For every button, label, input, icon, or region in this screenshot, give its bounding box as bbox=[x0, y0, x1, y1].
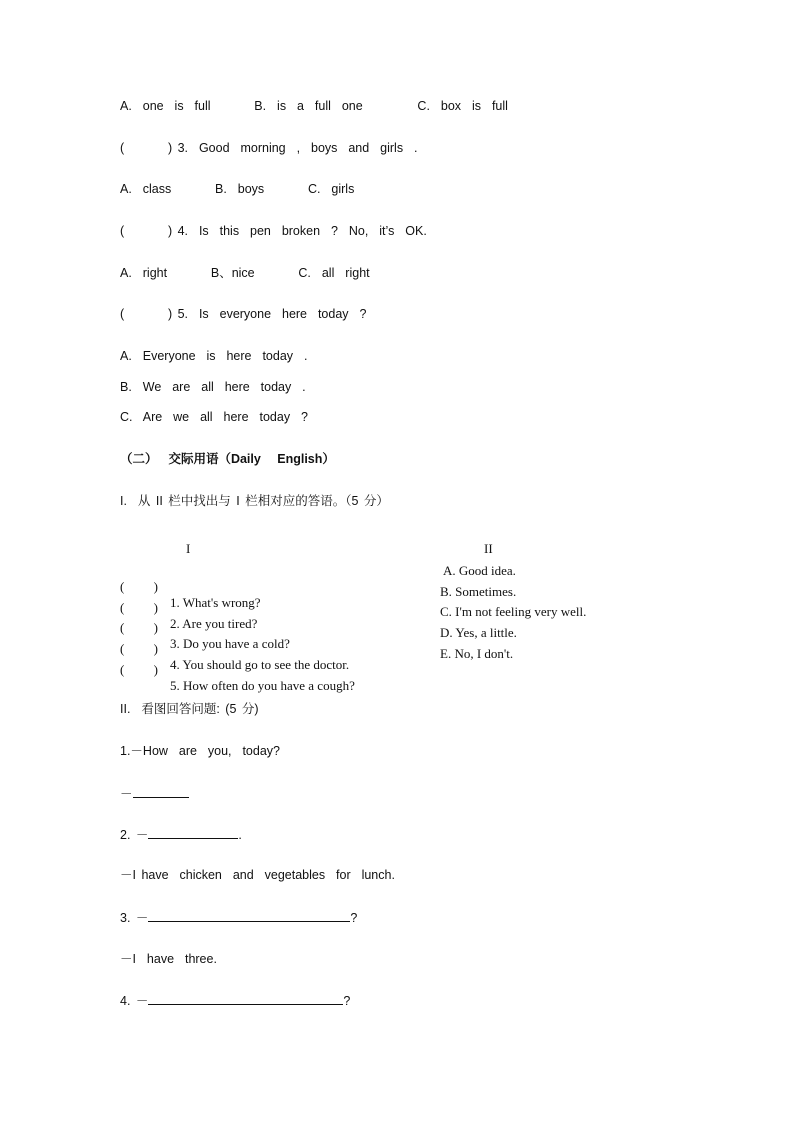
q5-option-a: A. Everyone is here today . bbox=[120, 349, 308, 363]
q3-end: ? bbox=[350, 911, 358, 925]
q2-prefix: 2. － bbox=[120, 828, 149, 842]
q4-prefix: 4. － bbox=[120, 994, 149, 1008]
part-one-instruction: I. 从 II 栏中找出与 I 栏相对应的答语。（5 分） bbox=[120, 494, 389, 508]
match-question-text: 1. What's wrong? bbox=[170, 595, 261, 610]
dash: － bbox=[120, 787, 133, 801]
q4-stem: ( ) 4. Is this pen broken ? No, it’s OK. bbox=[120, 224, 427, 238]
match-answer: B. Sometimes. bbox=[440, 584, 517, 599]
section-two-heading: （二） 交际用语（Daily English） bbox=[120, 452, 335, 466]
match-answer: C. I'm not feeling very well. bbox=[440, 604, 587, 619]
column-ii-header: II bbox=[484, 541, 493, 556]
q4-question bbox=[120, 992, 350, 1009]
q5-option-b: B. We are all here today . bbox=[120, 380, 306, 394]
q1-prompt: 1.－How are you, today? bbox=[120, 744, 280, 758]
match-answer: D. Yes, a little. bbox=[440, 625, 517, 640]
match-question-text: 2. Are you tired? bbox=[170, 616, 258, 631]
match-question-text: 5. How often do you have a cough? bbox=[170, 678, 355, 693]
q2-question bbox=[120, 826, 242, 843]
q5-option-c: C. Are we all here today ? bbox=[120, 410, 308, 424]
q2-reply: －I have chicken and vegetables for lunch. bbox=[120, 868, 395, 882]
match-question-text: 4. You should go to see the doctor. bbox=[170, 657, 350, 672]
answer-blank[interactable] bbox=[148, 826, 238, 839]
answer-paren: ( ) bbox=[120, 641, 158, 656]
answer-paren: ( ) bbox=[120, 579, 158, 594]
column-i-header: I bbox=[186, 541, 191, 556]
q3-options: A. class B. boys C. girls bbox=[120, 182, 355, 196]
part-two-instruction: II. 看图回答问题: (5 分) bbox=[120, 702, 259, 716]
q3-prefix: 3. － bbox=[120, 911, 149, 925]
match-question-text: 3. Do you have a cold? bbox=[170, 636, 290, 651]
answer-paren: ( ) bbox=[120, 600, 158, 615]
q5-stem: ( ) 5. Is everyone here today ? bbox=[120, 307, 367, 321]
answer-blank[interactable] bbox=[148, 992, 343, 1005]
q4-end: ? bbox=[343, 994, 351, 1008]
q3-stem: ( ) 3. Good morning , boys and girls . bbox=[120, 141, 418, 155]
answer-blank[interactable] bbox=[133, 785, 189, 798]
answer-paren: ( ) bbox=[120, 620, 158, 635]
match-answer: E. No, I don't. bbox=[440, 646, 514, 661]
answer-paren: ( ) bbox=[120, 662, 158, 677]
q2-options: A. one is full B. is a full one C. box is full bbox=[120, 99, 508, 113]
match-answer: A. Good idea. bbox=[443, 563, 516, 578]
q3-question bbox=[120, 909, 357, 926]
answer-blank[interactable] bbox=[148, 909, 350, 922]
q3-reply: －I have three. bbox=[120, 952, 217, 966]
q4-options: A. right B、nice C. all right bbox=[120, 266, 370, 280]
q2-end: . bbox=[238, 828, 242, 842]
q1-answer bbox=[120, 785, 189, 802]
